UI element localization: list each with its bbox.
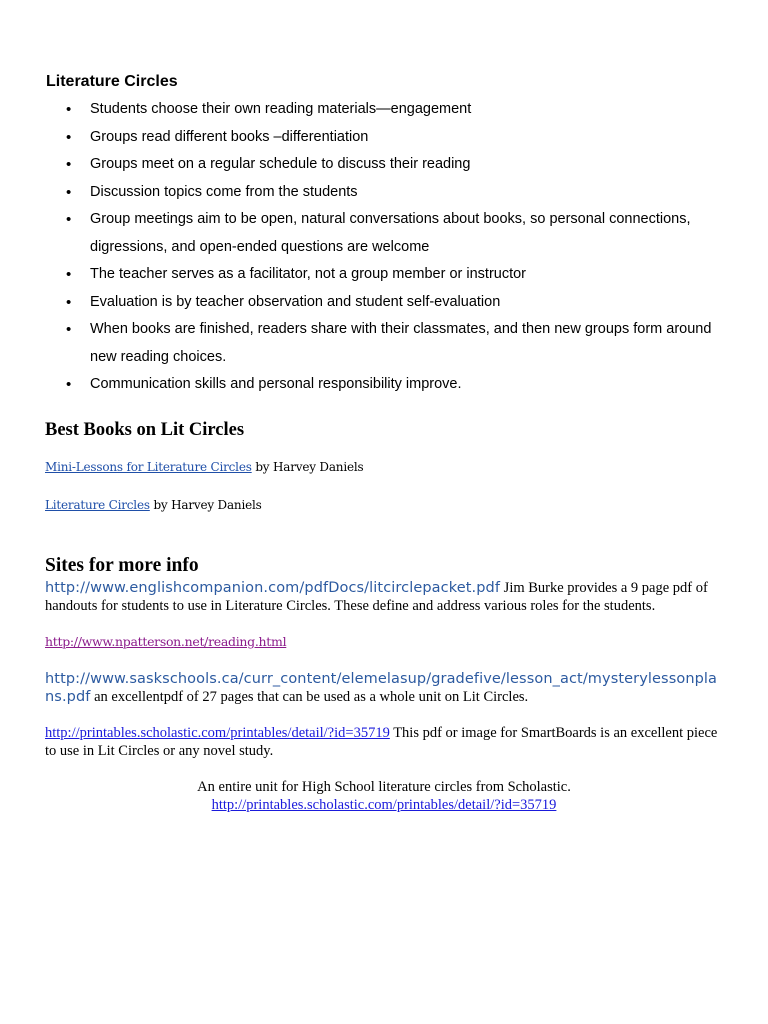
site-link[interactable]: http://www.saskschools.ca/curr_content/elemelasup/gradefive/lesson_act/mysterylessonplans.pdf	[45, 671, 718, 705]
list-item: • Groups meet on a regular schedule to discuss their reading	[46, 151, 736, 179]
book-author: by Harvey Daniels	[255, 460, 364, 474]
site-link[interactable]: http://www.englishcompanion.com/pdfDocs/litcirclepacket.pdf	[45, 580, 501, 596]
list-item: • Students choose their own reading materials—engagement	[46, 96, 736, 124]
book-author: by Harvey Daniels	[153, 498, 262, 512]
site-description: This pdf or image for SmartBoards is an excellent piece to use in Lit Circles or any novel study.	[45, 725, 718, 759]
book-title-link[interactable]: Mini-Lessons for Literature Circles	[45, 460, 252, 474]
book-title-link[interactable]: Literature Circles	[45, 498, 150, 512]
site-entry	[45, 633, 725, 651]
site-link[interactable]: http://printables.scholastic.com/printables/detail/?id=35719	[45, 725, 390, 741]
sites-heading: Sites for more info	[45, 555, 199, 576]
scholastic-link[interactable]: http://printables.scholastic.com/printables/detail/?id=35719	[211, 797, 557, 813]
site-entry	[45, 670, 720, 706]
book-entry	[45, 460, 363, 474]
site-entry	[45, 724, 725, 760]
literature-circles-list	[46, 96, 736, 399]
book-entry	[45, 498, 262, 512]
site-entry	[45, 579, 725, 615]
literature-circles-heading: Literature Circles	[46, 73, 178, 90]
site-description: an excellentpdf of 27 pages that can be used as a whole unit on Lit Circles.	[90, 689, 529, 705]
list-item: • Groups read different books –differentiation	[46, 124, 736, 152]
list-item: • When books are finished, readers share with their classmates, and then new groups form around new reading choices.	[46, 316, 736, 371]
site-description: Jim Burke provides a 9 page pdf of handouts for students to use in Literature Circles. These define and address various roles for the students.	[45, 580, 708, 614]
best-books-heading: Best Books on Lit Circles	[45, 420, 245, 440]
list-item: • Group meetings aim to be open, natural conversations about books, so personal connections, digressions, and open-ended questions are welcome	[46, 206, 736, 261]
list-item: • Communication skills and personal responsibility improve.	[46, 371, 736, 399]
scholastic-note	[0, 778, 768, 814]
site-link[interactable]: http://www.npatterson.net/reading.html	[45, 634, 287, 649]
list-item: • Discussion topics come from the students	[46, 179, 736, 207]
list-item: • The teacher serves as a facilitator, not a group member or instructor	[46, 261, 736, 289]
scholastic-note-text: An entire unit for High School literature circles from Scholastic.	[197, 779, 571, 795]
list-item: • Evaluation is by teacher observation and student self-evaluation	[46, 289, 736, 317]
